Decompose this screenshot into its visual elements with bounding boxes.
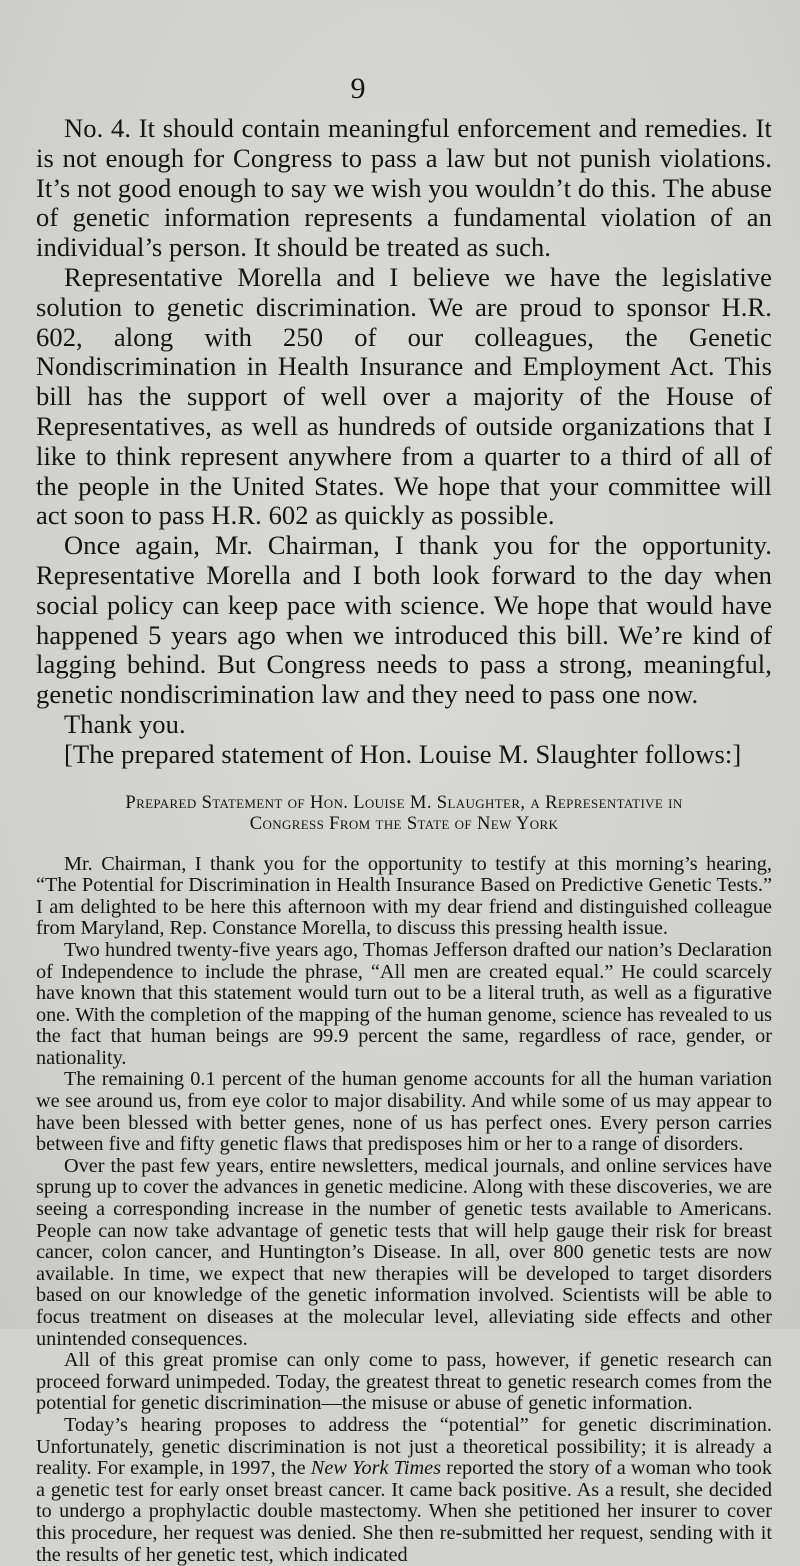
- statement-text-run: reported the story of a woman who took a genetic test for early onset breast cancer. It came back positive. As a result, she decided to undergo a prophylactic double mastectomy. When she petitioned her insurer to cover this procedure, her request was denied. She then re-submitted her request, sending with it the results of her genetic test, which indicated: [36, 1457, 772, 1566]
- testimony-paragraph: Representative Morella and I believe we have the legislative solution to genetic discrimination. We are proud to sponsor H.R. 602, along with 250 of our colleagues, the Genetic Nondiscrimination in Health Insurance and Employment Act. This bill has the support of well over a majority of the House of Representatives, as well as hundreds of outside organizations that I like to think represent anywhere from a quarter to a third of all of the people in the United States. We hope that your committee will act soon to pass H.R. 602 as quickly as possible.: [36, 261, 772, 531]
- statement-paragraph: [36, 1415, 772, 1566]
- statement-paragraph: Two hundred twenty-five years ago, Thomas Jefferson drafted our nation’s Declaration of Independence to include the phrase, “All men are created equal.” He could scarcely have known that this statement would turn out to be a literal truth, as well as a figurative one. With the completion of the mapping of the human genome, science has revealed to us the fact that human beings are 99.9 percent the same, regardless of race, gender, or nationality.: [36, 938, 772, 1069]
- prepared-statement-heading: [36, 792, 772, 834]
- testimony-paragraph: Thank you.: [64, 708, 186, 739]
- heading-line: Prepared Statement of Hon. Louise M. Slaughter, a Representative in: [125, 791, 683, 813]
- prepared-statement-text: [36, 854, 772, 1566]
- statement-text-run: Today’s hearing proposes to address the “potential” for genetic discrimination. Unfortunately, genetic discrimination is not just a theoretical possibility; it is already a reality. For example, in 1997, the: [36, 1413, 772, 1480]
- page-number: 9: [350, 72, 366, 105]
- publication-title: New York Times: [310, 1457, 442, 1480]
- statement-paragraph: Mr. Chairman, I thank you for the opportunity to testify at this morning’s hearing, “The Potential for Discrimination in Health Insurance Based on Predictive Genetic Tests.” I am delighted to be here this afternoon with my dear friend and distinguished colleague from Maryland, Rep. Constance Morella, to discuss this pressing health issue.: [36, 852, 772, 940]
- testimony-paragraph: Once again, Mr. Chairman, I thank you for the opportunity. Representative Morella and I both look forward to the day when social policy can keep pace with science. We hope that would have happened 5 years ago when we introduced this bill. We’re kind of lagging behind. But Congress needs to pass a strong, meaningful, genetic nondiscrimination law and they need to pass one now.: [36, 530, 772, 710]
- statement-paragraph: Over the past few years, entire newsletters, medical journals, and online services have sprung up to cover the advances in genetic medicine. Along with these discoveries, we are seeing a corresponding increase in the number of genetic tests available to Americans. People can now take advantage of genetic tests that will help gauge their risk for breast cancer, colon cancer, and Huntington’s Disease. In all, over 800 genetic tests are now available. In time, we expect that new therapies will be developed to target disorders based on our knowledge of the genetic information involved. Scientists will be able to focus treatment on diseases at the molecular level, alleviating side effects and other unintended consequences.: [36, 1154, 772, 1350]
- testimony-text: [36, 114, 772, 770]
- testimony-paragraph: [The prepared statement of Hon. Louise M. Slaughter follows:]: [64, 738, 742, 769]
- testimony-paragraph: No. 4. It should contain meaningful enforcement and remedies. It is not enough for Congress to pass a law but not punish violations. It’s not good enough to say we wish you wouldn’t do this. The abuse of genetic information represents a fundamental violation of an individual’s person. It should be treated as such.: [36, 113, 772, 263]
- heading-line: Congress From the State of New York: [249, 812, 559, 834]
- statement-paragraph: All of this great promise can only come to pass, however, if genetic research can proceed forward unimpeded. Today, the greatest threat to genetic research comes from the potential for genetic discrimination—the misuse or abuse of genetic information.: [36, 1349, 772, 1415]
- statement-paragraph: The remaining 0.1 percent of the human genome accounts for all the human variation we see around us, from eye color to major disability. And while some of us may appear to have been blessed with better genes, none of us has perfect ones. Every person carries between five and fifty genetic flaws that predisposes him or her to a range of disorders.: [36, 1068, 772, 1156]
